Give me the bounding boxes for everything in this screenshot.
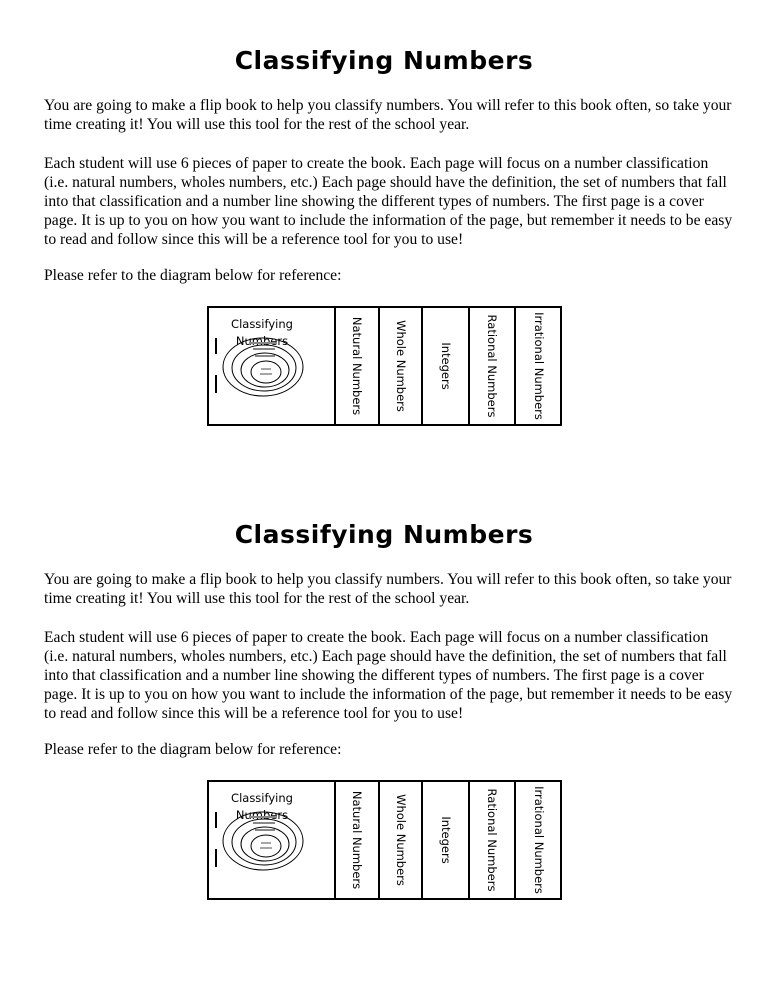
intro-paragraph: You are going to make a flip book to help you classify numbers. You will refer to this book often, so take your time creating it! You will use this tool for the rest of the school year.: [44, 97, 732, 133]
tab-label: Natural Numbers: [350, 316, 364, 416]
tab-integers: [421, 306, 468, 426]
flip-book-diagram: [207, 780, 562, 900]
page-title: Classifying Numbers: [234, 46, 534, 75]
binding-mark: [215, 338, 217, 354]
tab-natural-numbers: [334, 306, 378, 426]
reference-note: Please refer to the diagram below for reference:: [44, 267, 342, 284]
tab-whole-numbers: [378, 780, 421, 900]
cover-title-line-1: Classifying: [231, 791, 293, 805]
binding-mark: [215, 849, 217, 867]
reference-note: Please refer to the diagram below for reference:: [44, 741, 342, 758]
tab-irrational-numbers: [514, 780, 562, 900]
tab-label: Irrational Numbers: [532, 786, 546, 894]
tab-label: Integers: [438, 342, 453, 390]
tab-irrational-numbers: [514, 306, 562, 426]
cover-title-line-1: Classifying: [231, 317, 293, 331]
tab-natural-numbers: [334, 780, 378, 900]
tab-label: Rational Numbers: [485, 788, 499, 892]
flip-book-diagram: [207, 306, 562, 426]
intro-paragraph: You are going to make a flip book to help you classify numbers. You will refer to this book often, so take your time creating it! You will use this tool for the rest of the school year.: [44, 571, 732, 607]
binding-mark: [215, 812, 217, 828]
tab-label: Irrational Numbers: [532, 312, 546, 420]
tab-rational-numbers: [468, 780, 514, 900]
tab-label: Natural Numbers: [350, 790, 364, 890]
handout-section-2: [0, 474, 768, 971]
venn-rings-icon: [221, 808, 305, 872]
tab-label: Rational Numbers: [485, 314, 499, 418]
binding-mark: [215, 375, 217, 393]
instructions-paragraph: Each student will use 6 pieces of paper to create the book. Each page will focus on a number classification (i.e. natural numbers, wholes numbers, etc.) Each page should have the definition, the set of numbers that fall into that classification and a number line showing the different types of numbers. The first page is a cover page. It is up to you on how you want to include the information of the page, but remember it needs to be easy to read and follow since this will be a reference tool for you to use!: [44, 155, 733, 248]
tab-label: Integers: [438, 816, 453, 864]
venn-rings-icon: [221, 334, 305, 398]
tab-rational-numbers: [468, 306, 514, 426]
page-title: Classifying Numbers: [234, 520, 534, 549]
tab-integers: [421, 780, 468, 900]
cover-title-line-2: Numbers: [235, 808, 289, 822]
instructions-paragraph: Each student will use 6 pieces of paper to create the book. Each page will focus on a number classification (i.e. natural numbers, wholes numbers, etc.) Each page should have the definition, the set of numbers that fall into that classification and a number line showing the different types of numbers. The first page is a cover page. It is up to you on how you want to include the information of the page, but remember it needs to be easy to read and follow since this will be a reference tool for you to use!: [44, 629, 733, 722]
tab-label: Whole Numbers: [393, 794, 408, 886]
tab-label: Whole Numbers: [393, 320, 408, 412]
cover-title-line-2: Numbers: [235, 334, 289, 348]
tab-whole-numbers: [378, 306, 421, 426]
